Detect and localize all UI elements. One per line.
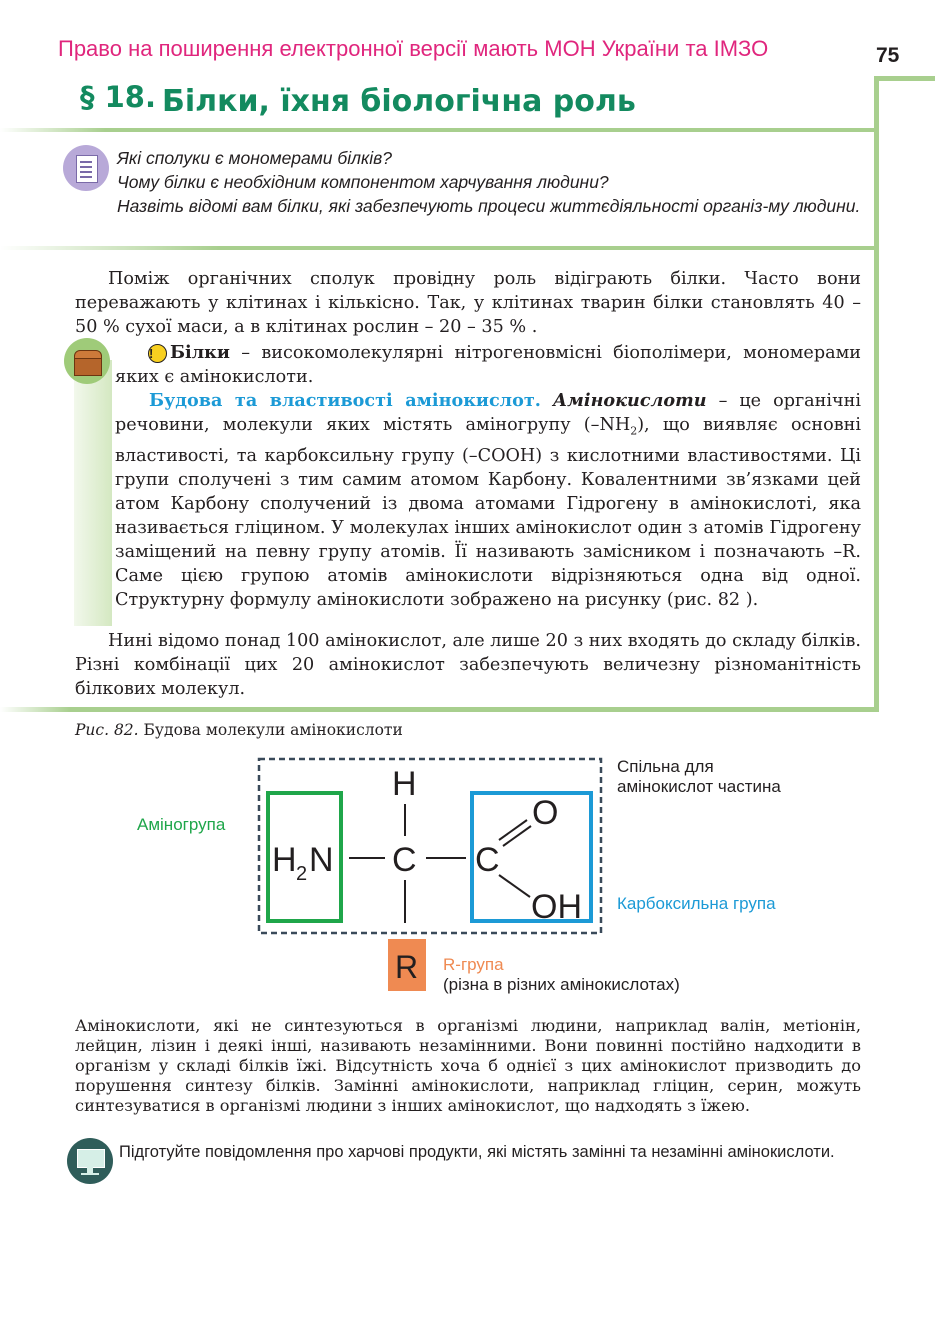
atom-h2: H [272,841,297,879]
atom-n: N [309,841,334,879]
section-number: § 18. [80,80,156,114]
question-item: Які сполуки є мономерами білків? [117,148,392,168]
structure-term: Амінокислоти [552,390,707,411]
atom-subscript: 2 [296,863,308,885]
count-paragraph: Нині відомо понад 100 амінокислот, але лише 20 з них входять до складу білків. Різні комбінації цих 20 амінокислот забезпечують величезну різноманітність білкових молекул. [75,631,861,699]
label-r-group [443,955,680,995]
label-common-line-2: амінокислот частина [617,777,781,796]
label-common-part [617,757,781,797]
essential-amino-acids-paragraph: Амінокислоти, які не синтезуються в організмі людини, наприклад валін, метіонін, лейцин, лізин і деякі інші, називають незамінними. Вони повинні постійно надходити в організм у складі білків їжі. Відсутність хоча б однієї з цих амінокислот призводить до порушення синтезу білків. Замінні амінокислоти, наприклад гліцин, серин, можуть синтезуватися в організмі людини з інших амінокислот, що надходять з їжею. [75,1016,861,1115]
question-item: Назвіть відомі вам білки, які забезпечують процеси життєдіяльності організ-му людини. [117,196,861,216]
question-item: Чому білки є необхідним компонентом харчування людини? [117,172,609,192]
bond-c-o-double-a [499,820,527,840]
definition-text: – високомолекулярні нітрогеновмісні біополімери, мономерами яких є амінокислоти. [115,343,861,387]
section-title: Білки, їхня біологічна роль [161,84,636,119]
structure-subscript: 2 [630,424,638,438]
label-common-line-1: Спільна для [617,757,714,776]
definition-term: Білки [170,342,230,363]
figure-number: Рис. 82. [75,721,139,739]
computer-icon [67,1138,113,1184]
atom-o: O [532,794,559,832]
atom-c-alpha: C [392,841,417,879]
task-text: Підготуйте повідомлення про харчові продукти, які містять замінні та незамінні амінокислоти. [119,1143,835,1161]
label-carboxyl-group: Карбоксильна група [617,894,776,913]
figure-caption-text: Будова молекули амінокислоти [138,721,403,739]
label-r-group-note: (різна в різних амінокислотах) [443,975,680,994]
label-r-group-title: R-група [443,955,504,974]
atom-r: R [395,949,419,985]
label-amino-group: Аміногрупа [137,815,226,834]
warning-icon: ! [148,344,167,363]
page-number: 75 [876,44,900,67]
atom-h: H [392,765,417,803]
bond-c-oh [499,875,530,897]
bond-c-o-double-b [503,826,531,846]
structure-text-a: – це органічні речовини, молекули яких містять аміногрупу (–NH [115,391,861,435]
copyright-notice: Право на поширення електронної версії мають МОН України та ІМЗО [58,36,769,61]
atom-oh: OH [531,888,582,926]
structure-heading: Будова та властивості амінокислот. [149,390,541,411]
atom-c-carboxyl: C [475,841,500,879]
intro-paragraph: Поміж органічних сполук провідну роль відіграють білки. Часто вони переважають у клітинах і кількісно. Так, у клітинах тварин білки становлять 40 – 50 % сухої маси, а в клітинах рослин – 20 – 35 % . [75,269,861,337]
structure-text-b: ), що виявляє основні властивості, та карбоксильну групу (–COOH) з кислотними властивостями. Ці групи сполучені з тим самим атомом Карбону. Ковалентними зв’язками цей атом Карбону сполучений із двома атомами Гідрогену в амінокислоті, яка називається гліцином. У молекулах інших амінокислот один з атомів Гідрогену заміщений на певну групу атомів. Її називають замісником і позначають –R. Саме цією групою атомів амінокислоти відрізняються одна від одної. Структурну формулу амінокислоти зображено на рисунку (рис. 82 ). [115,415,861,610]
